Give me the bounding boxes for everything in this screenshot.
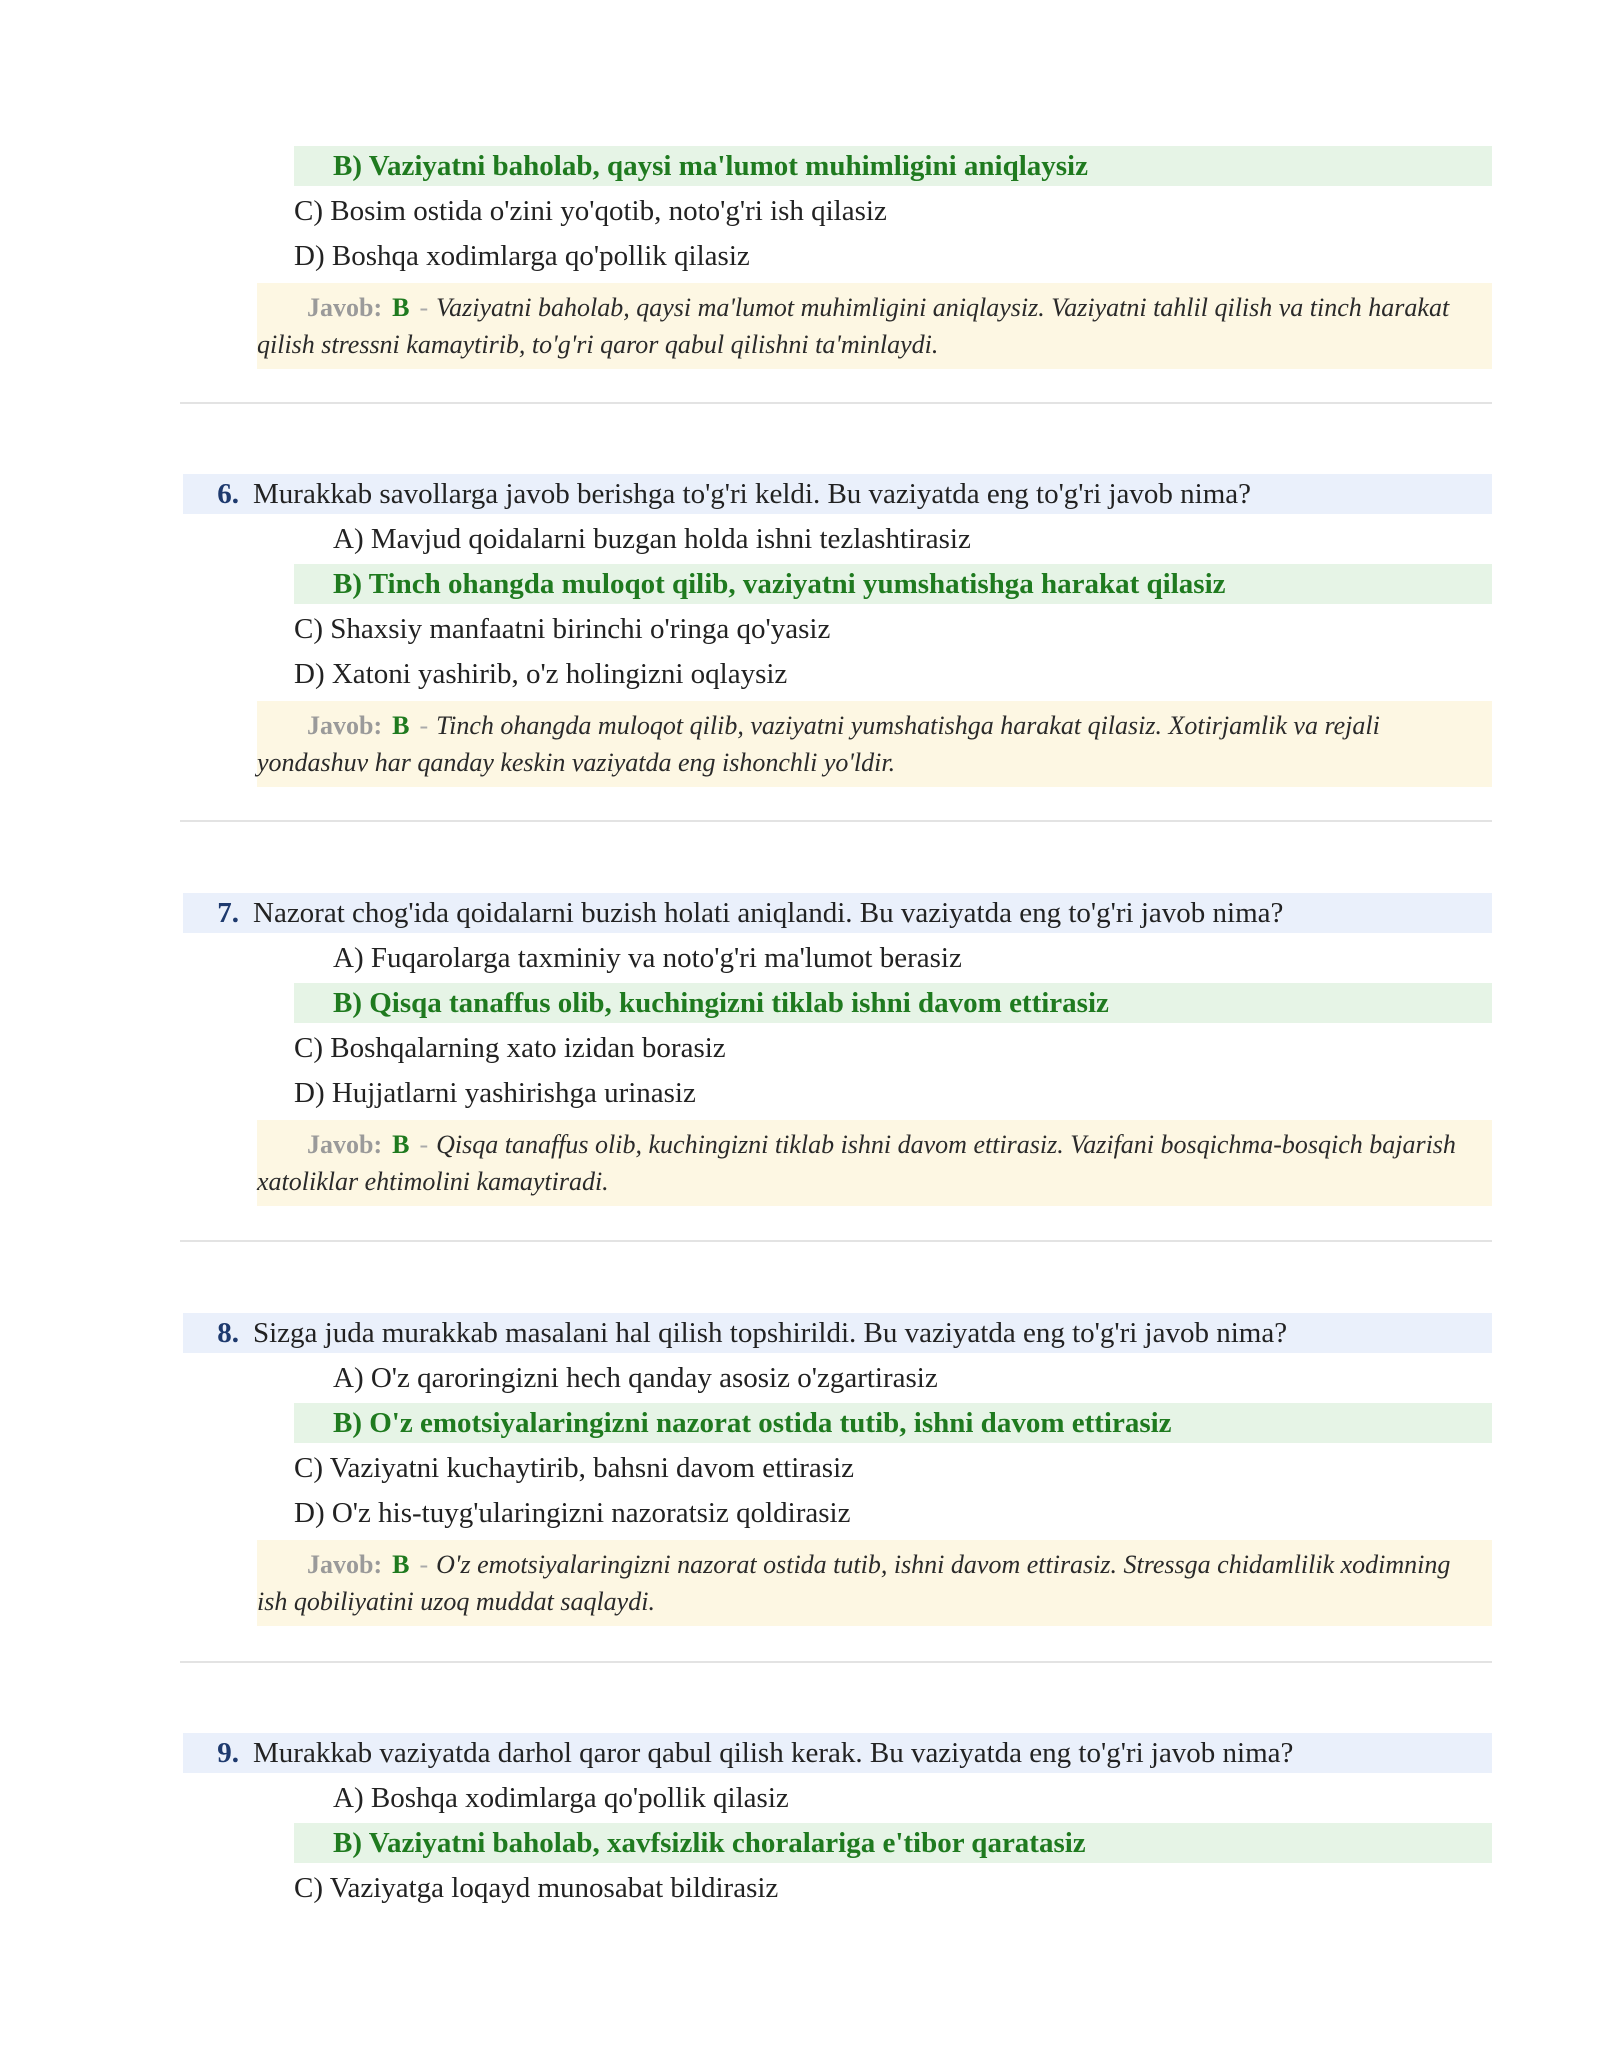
- question-number: 7.: [217, 897, 239, 929]
- q6-option-c: C) Shaxsiy manfaatni birinchi o'ringa qo'yasiz: [294, 613, 831, 645]
- answer-dash: -: [419, 711, 429, 740]
- q5-option-b-correct: B) Vaziyatni baholab, qaysi ma'lumot muhimligini aniqlaysiz: [294, 146, 1492, 186]
- answer-label: Javob:: [307, 293, 383, 322]
- answer-dash: -: [419, 1550, 429, 1579]
- answer-label: Javob:: [307, 1550, 383, 1579]
- question-number: 8.: [217, 1317, 239, 1349]
- answer-label: Javob:: [307, 711, 383, 740]
- answer-letter: B: [392, 1550, 410, 1579]
- question-8: [183, 1313, 1492, 1353]
- answer-explanation: Vaziyatni baholab, qaysi ma'lumot muhimligini aniqlaysiz. Vaziyatni tahlil qilish va tinch harakat qilish stressni kamaytirib, to'g'ri qaror qabul qilishni ta'minlaydi.: [257, 293, 1450, 359]
- question-6: [183, 474, 1492, 514]
- q8-option-c: C) Vaziyatni kuchaytirib, bahsni davom ettirasiz: [294, 1452, 854, 1484]
- divider: [180, 402, 1492, 404]
- q6-option-d: D) Xatoni yashirib, o'z holingizni oqlaysiz: [294, 658, 788, 690]
- q7-option-a: A) Fuqarolarga taxminiy va noto'g'ri ma'lumot berasiz: [333, 942, 962, 974]
- divider: [180, 1240, 1492, 1242]
- q9-option-a: A) Boshqa xodimlarga qo'pollik qilasiz: [333, 1782, 789, 1814]
- question-text: Murakkab vaziyatda darhol qaror qabul qilish kerak. Bu vaziyatda eng to'g'ri javob nima?: [253, 1737, 1294, 1769]
- answer-explanation: Tinch ohangda muloqot qilib, vaziyatni yumshatishga harakat qilasiz. Xotirjamlik va rejali yondashuv har qanday keskin vaziyatda eng ishonchli yo'ldir.: [257, 711, 1380, 777]
- answer-letter: B: [392, 1130, 410, 1159]
- answer-letter: B: [392, 293, 410, 322]
- q7-answer-box: [257, 1120, 1492, 1206]
- question-number: 6.: [217, 478, 239, 510]
- question-text: Nazorat chog'ida qoidalarni buzish holati aniqlandi. Bu vaziyatda eng to'g'ri javob nima?: [253, 897, 1284, 929]
- divider: [180, 1661, 1492, 1663]
- answer-letter: B: [392, 711, 410, 740]
- q5-option-c: C) Bosim ostida o'zini yo'qotib, noto'g'ri ish qilasiz: [294, 195, 887, 227]
- q9-option-b-correct: B) Vaziyatni baholab, xavfsizlik choralariga e'tibor qaratasiz: [294, 1823, 1492, 1863]
- q6-option-b-correct: B) Tinch ohangda muloqot qilib, vaziyatni yumshatishga harakat qilasiz: [294, 564, 1492, 604]
- answer-explanation: O'z emotsiyalaringizni nazorat ostida tutib, ishni davom ettirasiz. Stressga chidamlilik xodimning ish qobiliyatini uzoq muddat saqlaydi.: [257, 1550, 1451, 1616]
- answer-dash: -: [419, 293, 429, 322]
- question-7: [183, 893, 1492, 933]
- question-text: Murakkab savollarga javob berishga to'g'ri keldi. Bu vaziyatda eng to'g'ri javob nima?: [253, 478, 1252, 510]
- q6-answer-box: [257, 701, 1492, 787]
- q8-option-a: A) O'z qaroringizni hech qanday asosiz o'zgartirasiz: [333, 1362, 938, 1394]
- q5-answer-box: [257, 283, 1492, 369]
- q8-option-d: D) O'z his-tuyg'ularingizni nazoratsiz qoldirasiz: [294, 1497, 851, 1529]
- answer-explanation: Qisqa tanaffus olib, kuchingizni tiklab ishni davom ettirasiz. Vazifani bosqichma-bosqich bajarish xatoliklar ehtimolini kamaytiradi.: [257, 1130, 1456, 1196]
- q9-option-c: C) Vaziyatga loqayd munosabat bildirasiz: [294, 1872, 779, 1904]
- q7-option-b-correct: B) Qisqa tanaffus olib, kuchingizni tiklab ishni davom ettirasiz: [294, 983, 1492, 1023]
- question-text: Sizga juda murakkab masalani hal qilish topshirildi. Bu vaziyatda eng to'g'ri javob nima?: [253, 1317, 1288, 1349]
- question-9: [183, 1733, 1492, 1773]
- q7-option-d: D) Hujjatlarni yashirishga urinasiz: [294, 1077, 696, 1109]
- q7-option-c: C) Boshqalarning xato izidan borasiz: [294, 1032, 726, 1064]
- q8-option-b-correct: B) O'z emotsiyalaringizni nazorat ostida tutib, ishni davom ettirasiz: [294, 1403, 1492, 1443]
- q8-answer-box: [257, 1540, 1492, 1626]
- divider: [180, 820, 1492, 822]
- answer-dash: -: [419, 1130, 429, 1159]
- q6-option-a: A) Mavjud qoidalarni buzgan holda ishni tezlashtirasiz: [333, 523, 971, 555]
- answer-label: Javob:: [307, 1130, 383, 1159]
- q5-option-d: D) Boshqa xodimlarga qo'pollik qilasiz: [294, 240, 750, 272]
- question-number: 9.: [217, 1737, 239, 1769]
